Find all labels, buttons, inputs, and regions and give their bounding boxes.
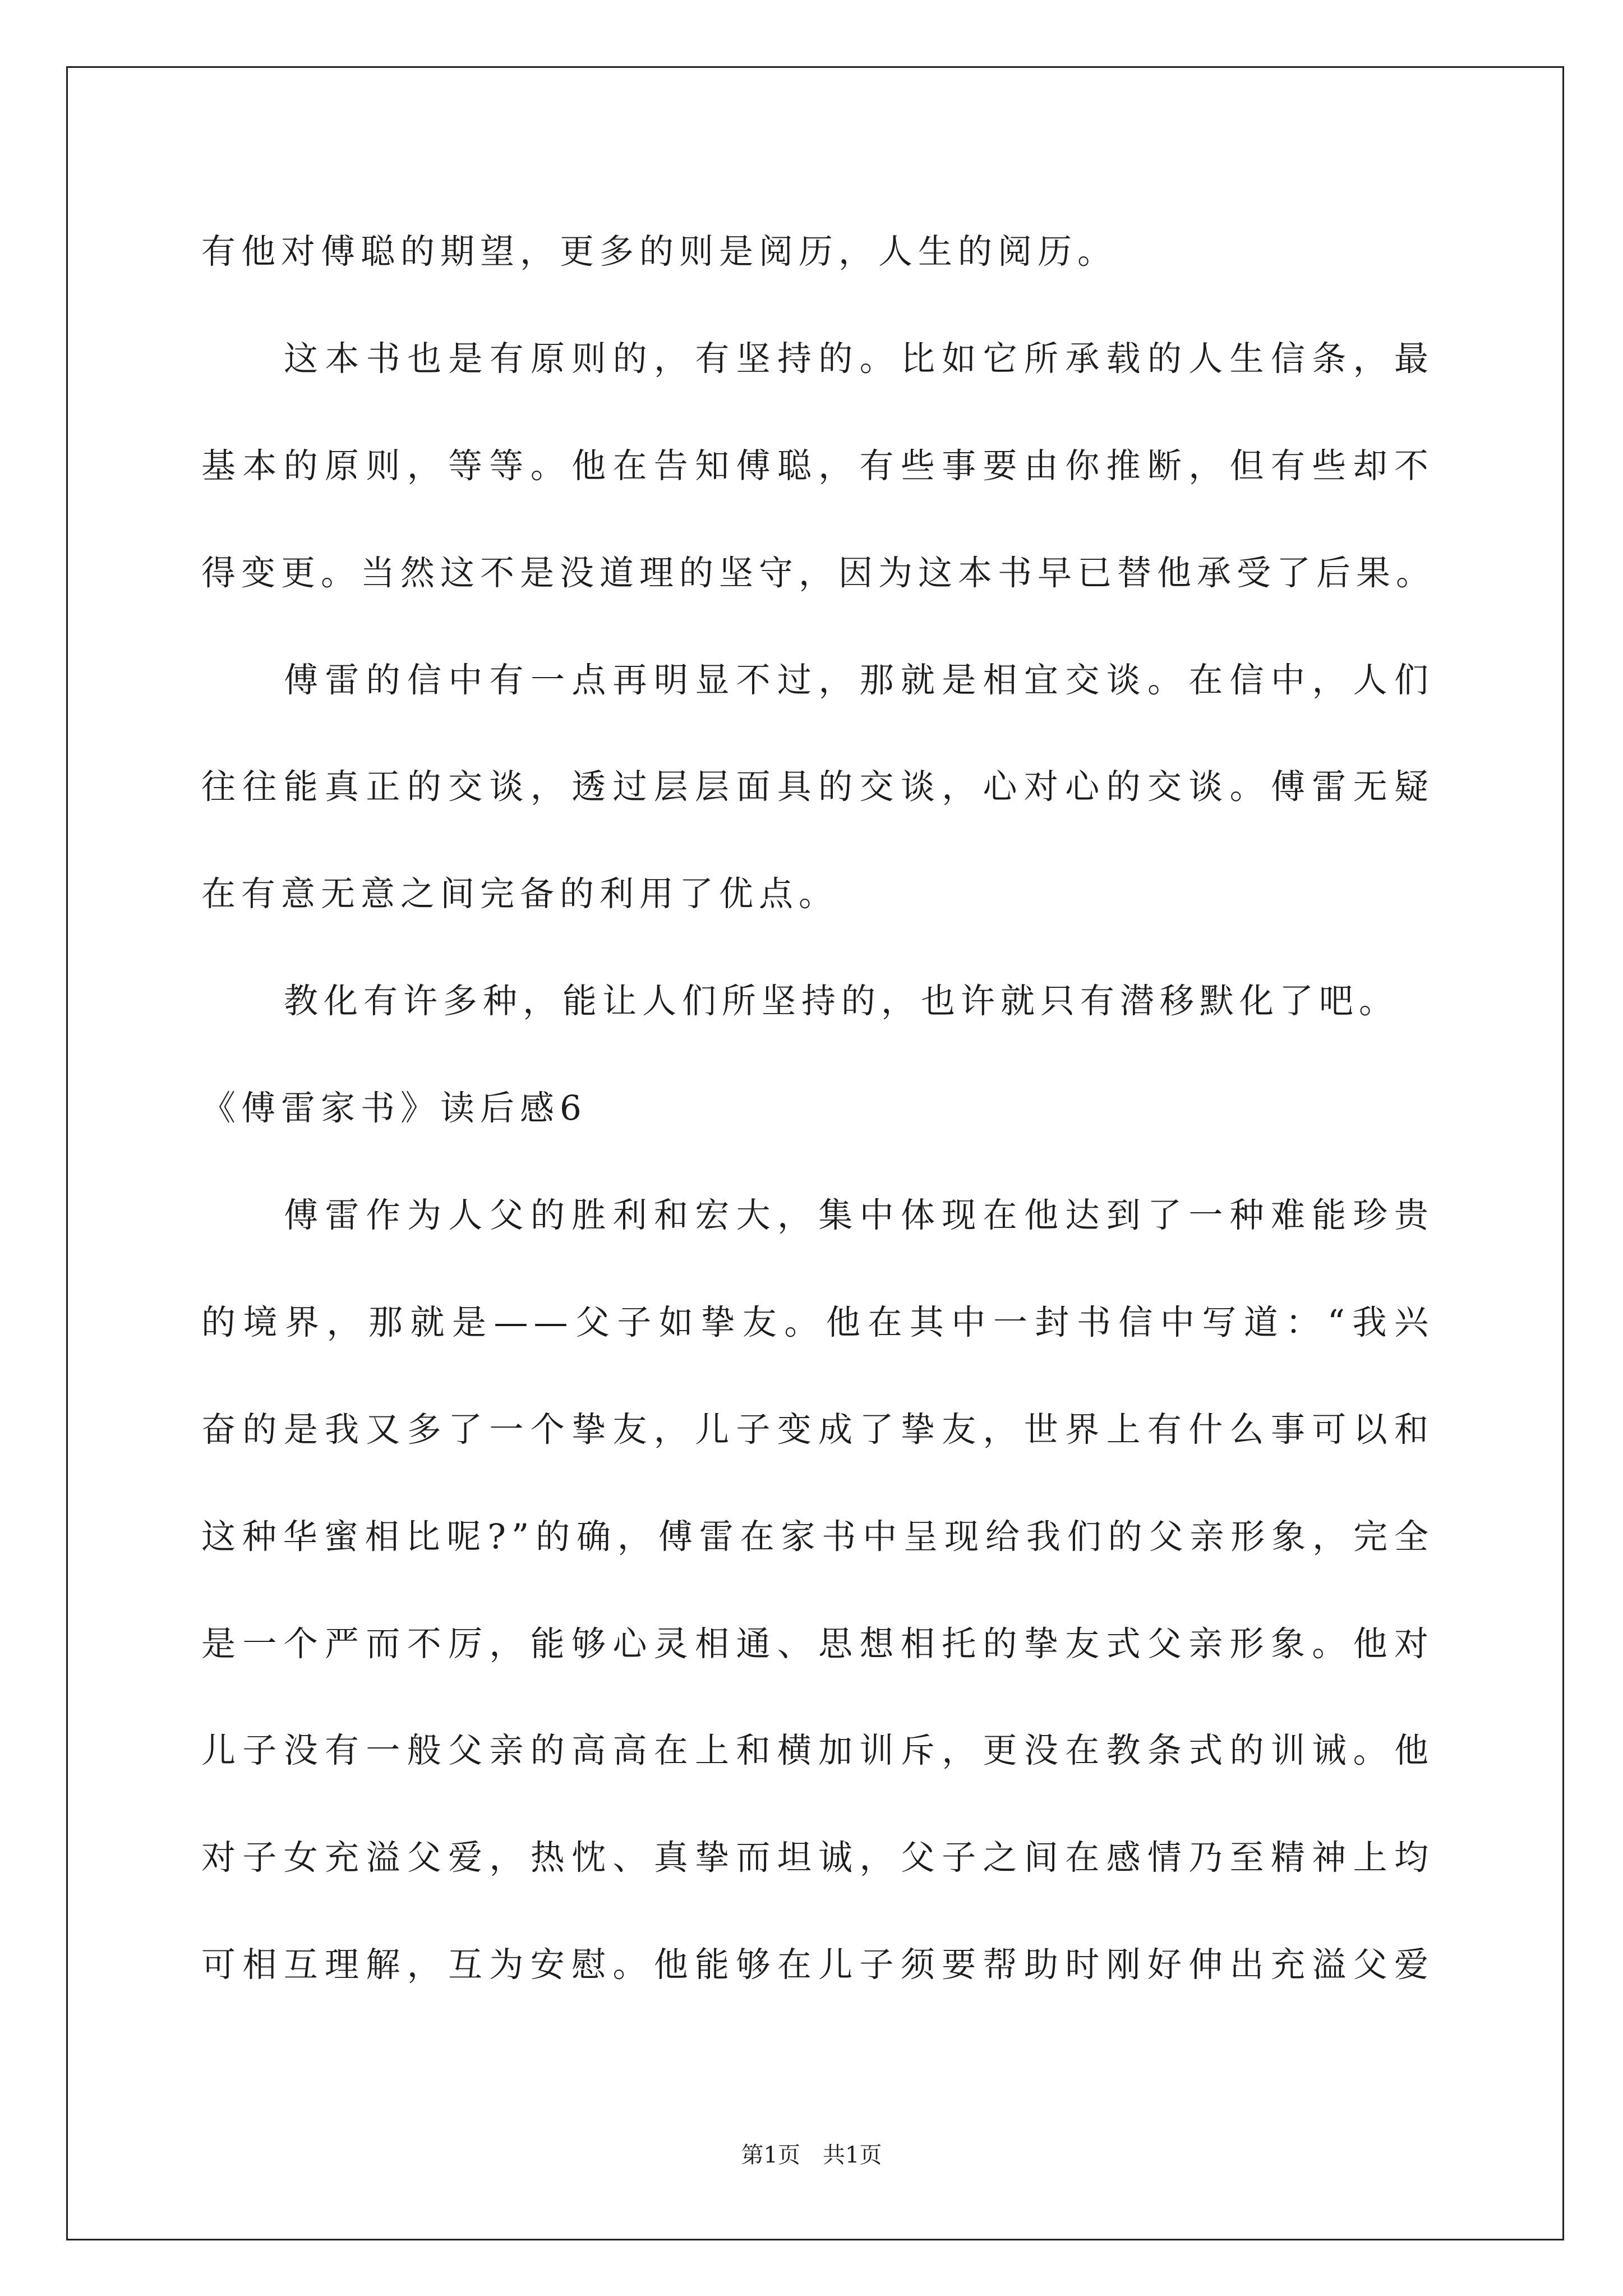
- text-line: 有他对傅聪的期望，更多的则是阅历，人生的阅历。: [201, 232, 1118, 272]
- text-line: 傅雷的信中有一点再明显不过，那就是相宜交谈。在信中，人们: [284, 660, 1434, 700]
- text-line: 儿子没有一般父亲的高高在上和横加训斥，更没在教条式的训诫。他: [201, 1731, 1434, 1771]
- text-line: 奋的是我又多了一个挚友，儿子变成了挚友，世界上有什么事可以和: [201, 1409, 1434, 1450]
- section-heading: 《傅雷家书》读后感6: [201, 1088, 587, 1129]
- text-line: 是一个严而不厉，能够心灵相通、思想相托的挚友式父亲形象。他对: [201, 1623, 1434, 1664]
- text-line: 可相互理解，互为安慰。他能够在儿子须要帮助时刚好伸出充溢父爱: [201, 1945, 1434, 1985]
- text-line: 对子女充溢父爱，热忱、真挚而坦诚，父子之间在感情乃至精神上均: [201, 1838, 1434, 1878]
- text-line: 的境界，那就是——父子如挚友。他在其中一封书信中写道：“我兴: [201, 1302, 1434, 1342]
- text-line: 在有意无意之间完备的利用了优点。: [201, 874, 839, 914]
- text-line: 往往能真正的交谈，透过层层面具的交谈，心对心的交谈。傅雷无疑: [201, 767, 1434, 807]
- page-number-footer: 第1页 共1页: [741, 2142, 882, 2168]
- text-line: 这种华蜜相比呢?”的确，傅雷在家书中呈现给我们的父亲形象，完全: [201, 1516, 1434, 1557]
- text-line: 傅雷作为人父的胜利和宏大，集中体现在他达到了一种难能珍贵: [284, 1195, 1434, 1236]
- text-line: 得变更。当然这不是没道理的坚守，因为这本书早已替他承受了后果。: [201, 553, 1436, 593]
- document-body: [201, 199, 1434, 2019]
- text-line: 教化有许多种，能让人们所坚持的，也许就只有潜移默化了吧。: [284, 981, 1399, 1022]
- text-line: 基本的原则，等等。他在告知傅聪，有些事要由你推断，但有些却不: [201, 445, 1434, 486]
- text-line: 这本书也是有原则的，有坚持的。比如它所承载的人生信条，最: [284, 338, 1434, 379]
